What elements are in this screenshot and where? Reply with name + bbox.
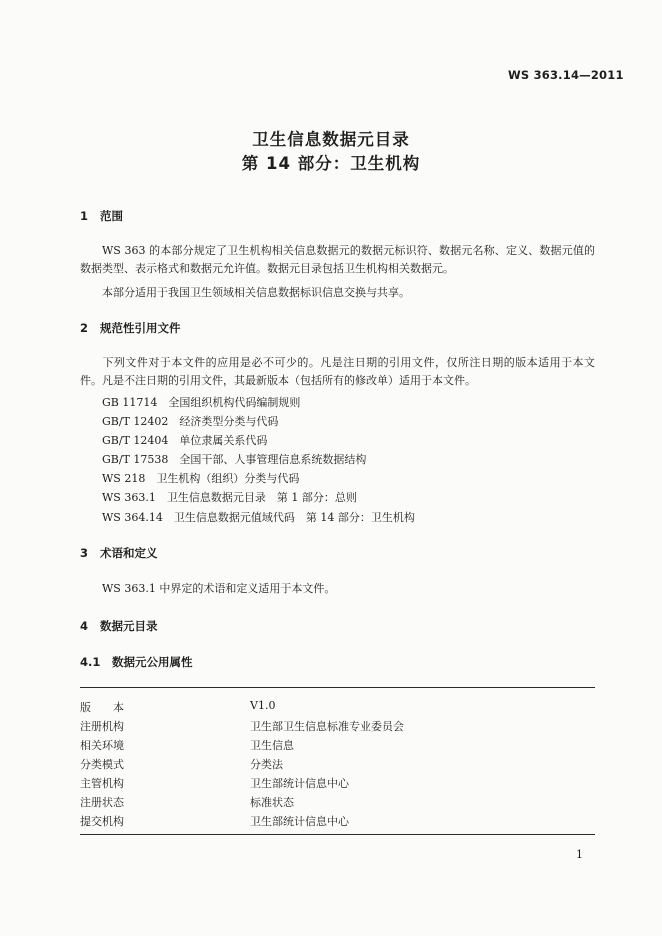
attribute-label: 注册状态 (80, 796, 124, 809)
reference-item: WS 364.14 卫生信息数据元值域代码 第 14 部分：卫生机构 (102, 511, 415, 524)
attribute-value: 标准状态 (250, 796, 294, 809)
attribute-label: 相关环境 (80, 739, 124, 752)
attribute-label: 注册机构 (80, 720, 124, 733)
section-title: 范围 (100, 209, 123, 223)
section-number: 4 (80, 619, 89, 633)
subsection-heading (80, 654, 193, 670)
subsection-number: 4.1 (80, 655, 101, 669)
reference-item: GB/T 12402 经济类型分类与代码 (102, 415, 279, 428)
scope-paragraph-2: 本部分适用于我国卫生领域相关信息数据标识信息交换与共享。 (102, 286, 410, 299)
attribute-value: 卫生部卫生信息标准专业委员会 (250, 720, 404, 733)
attribute-label: 分类模式 (80, 758, 124, 771)
terms-paragraph: WS 363.1 中界定的术语和定义适用于本文件。 (102, 582, 336, 595)
section-number: 3 (80, 546, 89, 560)
reference-item: WS 218 卫生机构（组织）分类与代码 (102, 472, 300, 485)
section-terms-heading (80, 545, 158, 561)
section-references-heading (80, 320, 181, 336)
section-title: 术语和定义 (100, 546, 158, 560)
subsection-title: 数据元公用属性 (112, 655, 193, 669)
attribute-label: 主管机构 (80, 777, 124, 790)
reference-item: WS 363.1 卫生信息数据元目录 第 1 部分：总则 (102, 491, 357, 504)
section-number: 2 (80, 321, 89, 335)
attribute-label: 版 本 (80, 701, 124, 714)
section-title: 规范性引用文件 (100, 321, 181, 335)
section-catalog-heading (80, 618, 158, 634)
references-intro: 下列文件对于本文件的应用是必不可少的。凡是注日期的引用文件，仅所注日期的版本适用于本文件。凡是不注日期的引用文件，其最新版本（包括所有的修改单）适用于本文件。 (80, 356, 595, 387)
scope-paragraph-1: WS 363 的本部分规定了卫生机构相关信息数据元的数据元标识符、数据元名称、定义、数据元值的数据类型、表示格式和数据元允许值。数据元目录包括卫生机构相关数据元。 (80, 244, 595, 275)
document-subtitle: 第 14 部分：卫生机构 (241, 154, 421, 173)
attribute-label: 提交机构 (80, 815, 124, 828)
attribute-value: 卫生信息 (250, 739, 294, 752)
section-scope-heading (80, 208, 123, 224)
attribute-value: 分类法 (250, 758, 283, 771)
reference-item: GB/T 12404 单位隶属关系代码 (102, 434, 268, 447)
attribute-value: V1.0 (250, 699, 276, 712)
attribute-value: 卫生部统计信息中心 (250, 815, 349, 828)
table-bottom-rule (80, 834, 595, 835)
page-number: 1 (576, 848, 583, 861)
standard-number: WS 363.14—2011 (508, 68, 624, 82)
attribute-value: 卫生部统计信息中心 (250, 777, 349, 790)
document-title: 卫生信息数据元目录 (252, 130, 410, 149)
section-title: 数据元目录 (100, 619, 158, 633)
reference-item: GB/T 17538 全国干部、人事管理信息系统数据结构 (102, 453, 367, 466)
table-top-rule (80, 687, 595, 688)
reference-item: GB 11714 全国组织机构代码编制规则 (102, 396, 301, 409)
section-number: 1 (80, 209, 89, 223)
